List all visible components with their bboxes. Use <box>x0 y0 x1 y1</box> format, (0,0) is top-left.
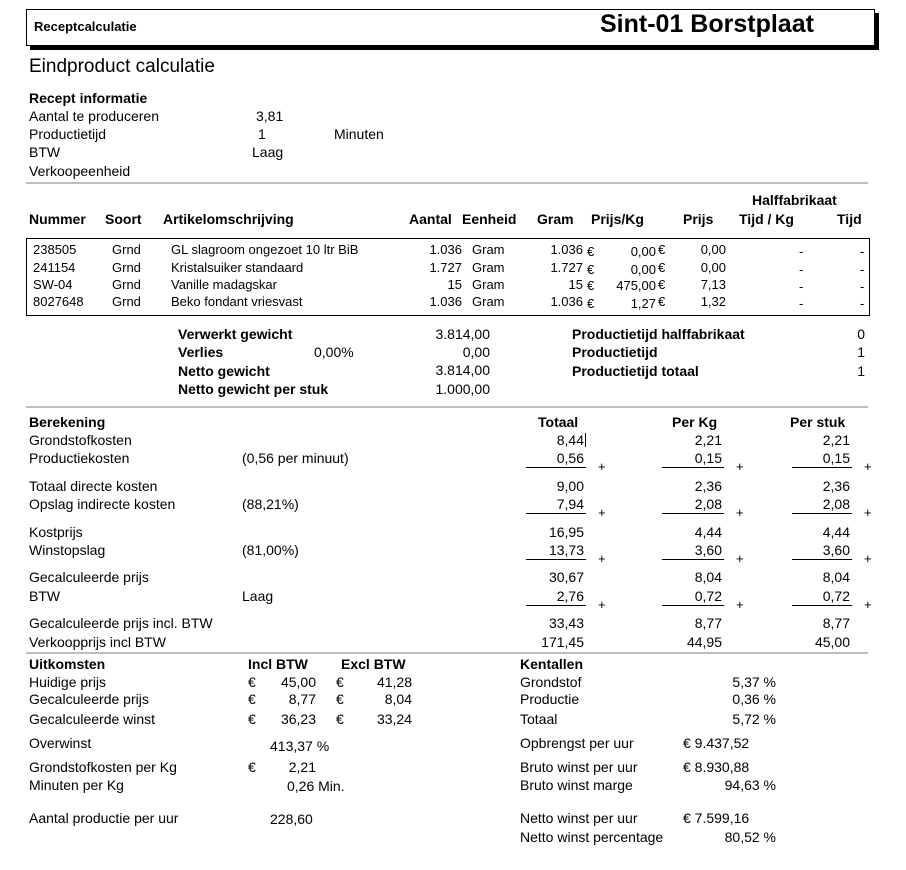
plus-sign: + <box>736 551 744 566</box>
calc-row-totaal: 16,95 <box>548 524 584 540</box>
bruto-winst-value: € 8.930,88 <box>683 759 750 775</box>
cell-omschrijving: Vanille madagskar <box>171 277 277 292</box>
production-time-value: 0 <box>857 326 865 342</box>
section-divider <box>26 182 868 184</box>
plus-sign: + <box>736 505 744 520</box>
cell-aantal: 15 <box>447 277 462 292</box>
result-label: Gecalculeerde winst <box>29 711 156 727</box>
result-excl: 41,28 <box>376 674 412 690</box>
calc-row-label: Winstopslag <box>29 542 106 558</box>
calc-row-label: Grondstofkosten <box>29 432 132 448</box>
netto-winst-pct-label: Netto winst percentage <box>520 829 664 845</box>
bruto-marge-value: 94,63 % <box>724 777 776 793</box>
calc-row-note: (88,21%) <box>242 496 299 512</box>
column-group-header: Halffabrikaat <box>752 192 837 208</box>
calc-row-perstuk: 3,60 <box>822 542 850 558</box>
cell-omschrijving: Beko fondant vriesvast <box>171 294 303 309</box>
cell-euro-sign: € <box>658 294 666 309</box>
calc-row-label: Gecalculeerde prijs <box>29 569 149 585</box>
cell-omschrijving: Kristalsuiker standaard <box>171 260 304 275</box>
calc-row-totaal: 171,45 <box>541 634 584 650</box>
recipe-info-label: Aantal te produceren <box>29 108 159 124</box>
weight-label: Verwerkt gewicht <box>178 326 293 342</box>
page-title: Eindproduct calculatie <box>29 56 215 77</box>
column-header-omschrijving: Artikelomschrijving <box>163 211 294 227</box>
cell-gram: 1.727 <box>550 260 583 275</box>
cell-euro-sign: € <box>658 242 666 257</box>
column-header-tijd: Tijd <box>837 211 862 227</box>
calc-row-note: (0,56 per minuut) <box>242 450 349 466</box>
column-header-perkg: Per Kg <box>672 414 718 430</box>
result-incl: 45,00 <box>280 674 316 690</box>
cell-eenheid: Gram <box>472 260 505 275</box>
minuten-per-kg-value: 0,26 Min. <box>287 778 345 794</box>
plus-sign: + <box>736 597 744 612</box>
calc-row-label: Kostprijs <box>29 524 83 540</box>
calc-row-perkg: 2,36 <box>694 478 722 494</box>
column-header-prijskg: Prijs/Kg <box>591 211 644 227</box>
cell-soort: Grnd <box>112 277 141 292</box>
plus-sign: + <box>864 505 872 520</box>
cell-soort: Grnd <box>112 294 141 309</box>
cell-aantal: 1.036 <box>429 294 462 309</box>
report-header-left-title: Receptcalculatie <box>34 19 137 34</box>
recipe-info-label: Productietijd <box>29 126 107 142</box>
cell-euro-sign: € <box>587 296 595 311</box>
result-incl: 36,23 <box>280 711 316 727</box>
section-divider <box>26 652 868 654</box>
netto-winst-label: Netto winst per uur <box>520 810 638 826</box>
plus-sign: + <box>598 597 606 612</box>
sum-line <box>792 513 852 514</box>
plus-sign: + <box>736 459 744 474</box>
column-header-incl-btw: Incl BTW <box>248 656 308 672</box>
cell-prijskg: 0,00 <box>630 262 656 277</box>
cell-tijdkg: - <box>799 244 804 259</box>
cell-tijdkg: - <box>799 279 804 294</box>
cell-prijs: 1,32 <box>700 294 726 309</box>
sum-line <box>662 559 724 560</box>
calc-row-label: BTW <box>29 588 61 604</box>
calc-row-perstuk: 8,04 <box>822 569 850 585</box>
calculation-heading: Berekening <box>29 414 106 430</box>
production-time-value: 1 <box>857 363 865 379</box>
aantal-productie-label: Aantal productie per uur <box>29 810 179 826</box>
weight-value: 3.814,00 <box>435 362 490 378</box>
cell-tijd: - <box>860 279 865 294</box>
calc-row-totaal: 0,56 <box>556 450 584 466</box>
production-time-label: Productietijd halffabrikaat <box>572 326 745 342</box>
plus-sign: + <box>864 551 872 566</box>
ratio-value: 0,36 % <box>732 691 776 707</box>
calc-row-perkg: 2,08 <box>694 496 722 512</box>
calc-row-perkg: 44,95 <box>686 634 722 650</box>
plus-sign: + <box>864 597 872 612</box>
cell-prijskg: 475,00 <box>616 278 656 293</box>
recipe-info-value: 1 <box>258 126 266 142</box>
cell-tijd: - <box>860 262 865 277</box>
recipe-info-heading: Recept informatie <box>29 90 148 106</box>
euro-sign: € <box>248 674 256 690</box>
result-label: Gecalculeerde prijs <box>29 691 149 707</box>
calc-row-perkg: 4,44 <box>694 524 722 540</box>
plus-sign: + <box>598 505 606 520</box>
cell-tijdkg: - <box>799 296 804 311</box>
sum-line <box>662 605 724 606</box>
ratio-value: 5,37 % <box>732 674 776 690</box>
results-heading: Uitkomsten <box>29 656 106 672</box>
weight-percentage: 0,00% <box>314 344 354 360</box>
column-header-perstuk: Per stuk <box>790 414 846 430</box>
minuten-per-kg-label: Minuten per Kg <box>29 777 124 793</box>
calc-row-perkg: 8,04 <box>694 569 722 585</box>
sum-line <box>662 513 724 514</box>
result-excl: 33,24 <box>376 711 412 727</box>
weight-value: 3.814,00 <box>435 326 490 342</box>
opbrengst-label: Opbrengst per uur <box>520 735 634 751</box>
overwinst-value: 413,37 % <box>270 738 330 754</box>
ratio-label: Totaal <box>520 711 558 727</box>
cell-nummer: SW-04 <box>33 277 73 292</box>
recipe-info-unit: Minuten <box>334 126 384 142</box>
sum-line <box>662 467 724 468</box>
cell-tijdkg: - <box>799 262 804 277</box>
recipe-info-value: 3,81 <box>256 108 284 124</box>
cell-euro-sign: € <box>658 277 666 292</box>
euro-sign: € <box>336 691 344 707</box>
cell-nummer: 238505 <box>33 242 77 257</box>
euro-sign: € <box>336 674 344 690</box>
grondstofkosten-per-kg-value: 2,21 <box>288 759 316 775</box>
calc-row-totaal: 9,00 <box>556 478 584 494</box>
calc-row-perstuk: 45,00 <box>814 634 850 650</box>
euro-sign: € <box>248 759 256 775</box>
weight-value: 1.000,00 <box>435 381 490 397</box>
calc-row-perkg: 8,77 <box>694 615 722 631</box>
result-incl: 8,77 <box>288 691 316 707</box>
overwinst-label: Overwinst <box>29 735 92 751</box>
cell-euro-sign: € <box>587 244 595 259</box>
cell-prijskg: 0,00 <box>630 244 656 259</box>
euro-sign: € <box>336 711 344 727</box>
cell-euro-sign: € <box>587 278 595 293</box>
calc-row-perstuk: 2,21 <box>822 432 850 448</box>
cell-tijd: - <box>860 296 865 311</box>
euro-sign: € <box>248 691 256 707</box>
column-header-tijdkg: Tijd / Kg <box>739 211 794 227</box>
calc-row-label: Verkoopprijs incl BTW <box>29 634 166 650</box>
bruto-winst-label: Bruto winst per uur <box>520 759 638 775</box>
production-time-value: 1 <box>857 344 865 360</box>
cell-eenheid: Gram <box>472 294 505 309</box>
recipe-info-value: Laag <box>252 144 284 160</box>
column-header-excl-btw: Excl BTW <box>341 656 406 672</box>
sum-line <box>792 467 852 468</box>
sum-line <box>526 559 586 560</box>
aantal-productie-value: 228,60 <box>270 811 313 827</box>
netto-winst-value: € 7.599,16 <box>683 810 750 826</box>
weight-label: Netto gewicht <box>178 363 270 379</box>
cell-tijd: - <box>860 244 865 259</box>
calc-row-totaal: 33,43 <box>548 615 584 631</box>
section-divider <box>26 406 868 408</box>
weight-label: Netto gewicht per stuk <box>178 381 329 397</box>
calc-row-label: Totaal directe kosten <box>29 478 158 494</box>
cell-prijs: 7,13 <box>700 277 726 292</box>
grondstofkosten-per-kg-label: Grondstofkosten per Kg <box>29 759 177 775</box>
sum-line <box>792 559 852 560</box>
sum-line <box>526 513 586 514</box>
calc-row-totaal: 13,73 <box>548 542 584 558</box>
calc-row-totaal: 7,94 <box>556 496 584 512</box>
sum-line <box>792 605 852 606</box>
column-header-totaal: Totaal <box>538 414 579 430</box>
production-time-label: Productietijd <box>572 344 658 360</box>
calc-row-label: Productiekosten <box>29 450 130 466</box>
ratio-value: 5,72 % <box>732 711 776 727</box>
cell-gram: 1.036 <box>550 242 583 257</box>
ratio-label: Grondstof <box>520 674 582 690</box>
calc-row-totaal: 8,44 <box>556 432 584 448</box>
cell-prijs: 0,00 <box>700 242 726 257</box>
plus-sign: + <box>598 459 606 474</box>
bruto-marge-label: Bruto winst marge <box>520 777 633 793</box>
column-header-soort: Soort <box>105 211 142 227</box>
cell-gram: 15 <box>568 277 583 292</box>
column-header-nummer: Nummer <box>29 211 86 227</box>
cell-euro-sign: € <box>658 260 666 275</box>
cell-aantal: 1.727 <box>429 260 462 275</box>
calc-row-perkg: 0,72 <box>694 588 722 604</box>
result-excl: 8,04 <box>384 691 412 707</box>
calc-row-totaal: 30,67 <box>548 569 584 585</box>
calc-row-perstuk: 0,15 <box>822 450 850 466</box>
netto-winst-pct-value: 80,52 % <box>724 829 776 845</box>
sum-line <box>526 605 586 606</box>
result-label: Huidige prijs <box>29 674 107 690</box>
calc-row-note: Laag <box>242 588 274 604</box>
cell-soort: Grnd <box>112 242 141 257</box>
cell-aantal: 1.036 <box>429 242 462 257</box>
cell-eenheid: Gram <box>472 242 505 257</box>
recipe-info-label: BTW <box>29 144 61 160</box>
cell-nummer: 8027648 <box>33 294 84 309</box>
calc-row-totaal: 2,76 <box>556 588 584 604</box>
cell-euro-sign: € <box>587 262 595 277</box>
plus-sign: + <box>864 459 872 474</box>
production-time-label: Productietijd totaal <box>572 363 699 379</box>
calc-row-perstuk: 8,77 <box>822 615 850 631</box>
cell-prijskg: 1,27 <box>630 296 656 311</box>
column-header-gram: Gram <box>537 211 574 227</box>
column-header-aantal: Aantal <box>409 211 452 227</box>
opbrengst-value: € 9.437,52 <box>683 735 750 751</box>
ratios-heading: Kentallen <box>520 656 584 672</box>
calc-row-perstuk: 0,72 <box>822 588 850 604</box>
calc-row-note: (81,00%) <box>242 542 299 558</box>
cell-eenheid: Gram <box>472 277 505 292</box>
calc-row-perstuk: 2,08 <box>822 496 850 512</box>
weight-value: 0,00 <box>462 344 490 360</box>
report-header-right-title: Sint-01 Borstplaat <box>600 10 814 38</box>
calc-row-label: Gecalculeerde prijs incl. BTW <box>29 615 213 631</box>
column-header-prijs: Prijs <box>683 211 714 227</box>
calc-row-perstuk: 2,36 <box>822 478 850 494</box>
column-header-eenheid: Eenheid <box>462 211 517 227</box>
calc-row-perkg: 2,21 <box>694 432 722 448</box>
recipe-info-label: Verkoopeenheid <box>29 163 131 179</box>
sum-line <box>526 467 586 468</box>
cell-gram: 1.036 <box>550 294 583 309</box>
cell-prijs: 0,00 <box>700 260 726 275</box>
plus-sign: + <box>598 551 606 566</box>
calc-row-perstuk: 4,44 <box>822 524 850 540</box>
calc-row-perkg: 3,60 <box>694 542 722 558</box>
calc-row-perkg: 0,15 <box>694 450 722 466</box>
cell-omschrijving: GL slagroom ongezoet 10 ltr BiB <box>171 242 359 257</box>
euro-sign: € <box>248 711 256 727</box>
text-cursor <box>585 433 586 447</box>
weight-label: Verlies <box>178 344 224 360</box>
cell-soort: Grnd <box>112 260 141 275</box>
cell-nummer: 241154 <box>33 260 76 275</box>
ratio-label: Productie <box>520 691 580 707</box>
calc-row-label: Opslag indirecte kosten <box>29 496 176 512</box>
